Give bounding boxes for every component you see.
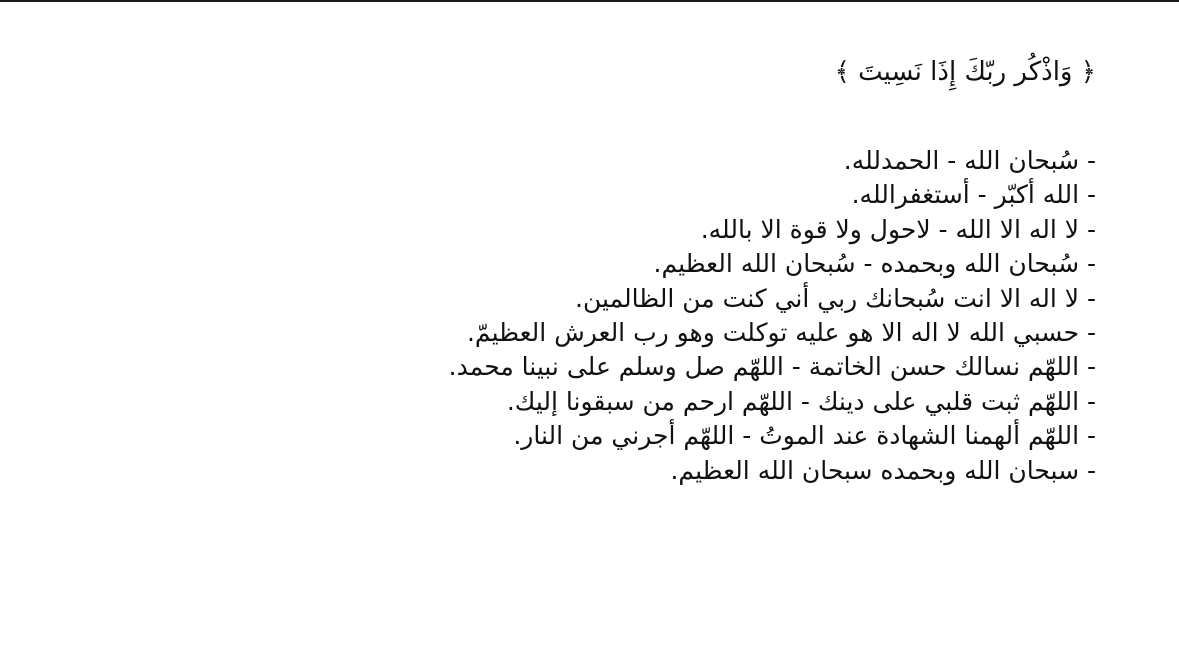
dhikr-line: - لا اله الا انت سُبحانك ربي أني كنت من الظالمين. [575,283,1096,313]
dhikr-line: - اللهّم ثبت قلبي على دينك - اللهّم ارحم من سبقونا إليك. [506,386,1096,416]
dhikr-line: - لا اله الا الله - لاحول ولا قوة الا بالله. [700,214,1096,244]
dhikr-line: - حسبي الله لا اله الا هو عليه توكلت وهو رب العرش العظيمّ. [466,317,1096,347]
dhikr-line: - سُبحان الله وبحمده - سُبحان الله العظيم. [653,249,1096,279]
dhikr-line: - اللهّم نسالك حسن الخاتمة - اللهّم صل وسلم على نبينا محمد. [448,352,1096,382]
dhikr-list [336,144,1096,488]
document-body [336,44,1096,488]
dhikr-line: - سُبحان الله - الحمدلله. [843,146,1096,175]
dhikr-line: - الله أكبّر - أستغفرالله. [851,180,1096,210]
quran-verse: ﴿ وَاذْكُر ربّكَ إِذَا نَسِيتَ ﴾ [834,57,1096,87]
top-border-line [0,0,1179,2]
dhikr-line: - اللهّم ألهمنا الشهادة عند الموتُ - اللهّم أجرني من النار. [513,421,1096,451]
dhikr-line: - سبحان الله وبحمده سبحان الله العظيم. [670,455,1096,485]
